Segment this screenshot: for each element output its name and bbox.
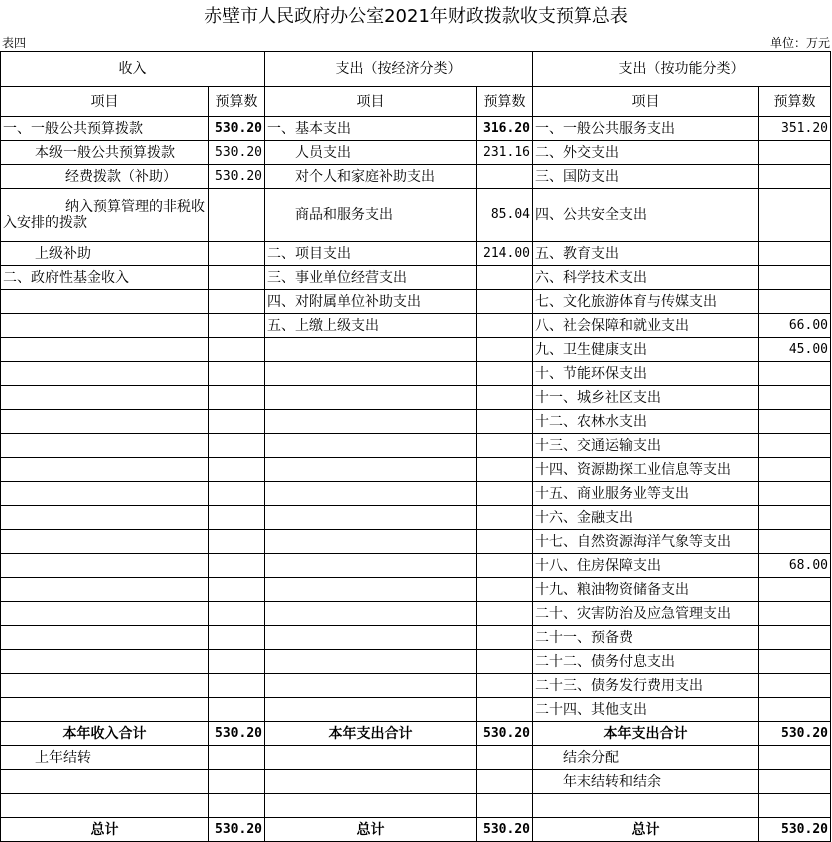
func-item: 二十、灾害防治及应急管理支出 bbox=[533, 602, 759, 626]
func-item: 十七、自然资源海洋气象等支出 bbox=[533, 530, 759, 554]
income-item bbox=[1, 626, 209, 650]
func-amount bbox=[759, 141, 831, 165]
econ-amount bbox=[477, 770, 533, 794]
econ-amount bbox=[477, 626, 533, 650]
table-row bbox=[1, 117, 831, 141]
econ-item bbox=[265, 794, 477, 818]
func-item: 十、节能环保支出 bbox=[533, 362, 759, 386]
econ-amount bbox=[477, 165, 533, 189]
grand-total-econ: 530.20 bbox=[477, 818, 533, 842]
grand-total-row bbox=[1, 818, 831, 842]
econ-item bbox=[265, 698, 477, 722]
table-row bbox=[1, 482, 831, 506]
func-expense-header: 支出（按功能分类） bbox=[533, 52, 831, 87]
func-item: 七、文化旅游体育与传媒支出 bbox=[533, 290, 759, 314]
year-end-carry-amount bbox=[759, 770, 831, 794]
econ-item bbox=[265, 362, 477, 386]
func-amount bbox=[759, 386, 831, 410]
econ-amount bbox=[477, 698, 533, 722]
econ-amount: 85.04 bbox=[477, 189, 533, 242]
income-amount bbox=[209, 266, 265, 290]
income-amount bbox=[209, 578, 265, 602]
income-item: 本级一般公共预算拨款 bbox=[1, 141, 209, 165]
table-row bbox=[1, 362, 831, 386]
carry-row bbox=[1, 746, 831, 770]
func-item: 十二、农林水支出 bbox=[533, 410, 759, 434]
income-amount bbox=[209, 434, 265, 458]
econ-amount bbox=[477, 458, 533, 482]
income-total-label: 本年收入合计 bbox=[1, 722, 209, 746]
func-item: 四、公共安全支出 bbox=[533, 189, 759, 242]
func-item: 十六、金融支出 bbox=[533, 506, 759, 530]
econ-expense-header: 支出（按经济分类） bbox=[265, 52, 533, 87]
income-amount bbox=[209, 338, 265, 362]
econ-item bbox=[265, 410, 477, 434]
func-item: 一、一般公共服务支出 bbox=[533, 117, 759, 141]
year-total-row bbox=[1, 722, 831, 746]
func-amount: 351.20 bbox=[759, 117, 831, 141]
income-item bbox=[1, 482, 209, 506]
econ-item bbox=[265, 338, 477, 362]
func-amount bbox=[759, 410, 831, 434]
func-item: 二、外交支出 bbox=[533, 141, 759, 165]
income-amount bbox=[209, 189, 265, 242]
col-budget-header: 预算数 bbox=[477, 87, 533, 117]
income-amount bbox=[209, 506, 265, 530]
unit-label: 单位：万元 bbox=[769, 36, 830, 50]
econ-item: 对个人和家庭补助支出 bbox=[265, 165, 477, 189]
func-item bbox=[533, 794, 759, 818]
econ-item: 二、项目支出 bbox=[265, 242, 477, 266]
econ-amount bbox=[477, 266, 533, 290]
func-item: 十三、交通运输支出 bbox=[533, 434, 759, 458]
grand-total-income: 530.20 bbox=[209, 818, 265, 842]
prev-year-carry-label: 上年结转 bbox=[1, 746, 209, 770]
table-row bbox=[1, 674, 831, 698]
func-amount bbox=[759, 578, 831, 602]
grand-total-label: 总计 bbox=[265, 818, 477, 842]
func-item: 十五、商业服务业等支出 bbox=[533, 482, 759, 506]
econ-amount bbox=[477, 578, 533, 602]
econ-amount bbox=[477, 482, 533, 506]
prev-year-carry-amount bbox=[209, 746, 265, 770]
income-amount bbox=[209, 530, 265, 554]
carry-row bbox=[1, 770, 831, 794]
income-item bbox=[1, 770, 209, 794]
econ-amount bbox=[477, 746, 533, 770]
income-item bbox=[1, 290, 209, 314]
surplus-distribution-label: 结余分配 bbox=[533, 746, 759, 770]
econ-item: 三、事业单位经营支出 bbox=[265, 266, 477, 290]
table-row bbox=[1, 626, 831, 650]
table-row bbox=[1, 386, 831, 410]
econ-amount bbox=[477, 506, 533, 530]
table-row bbox=[1, 578, 831, 602]
col-item-header: 项目 bbox=[533, 87, 759, 117]
grand-total-label: 总计 bbox=[533, 818, 759, 842]
income-item bbox=[1, 362, 209, 386]
income-amount bbox=[209, 626, 265, 650]
income-amount bbox=[209, 554, 265, 578]
func-amount bbox=[759, 242, 831, 266]
income-amount bbox=[209, 458, 265, 482]
income-item bbox=[1, 506, 209, 530]
econ-amount bbox=[477, 650, 533, 674]
income-amount bbox=[209, 362, 265, 386]
func-item: 十一、城乡社区支出 bbox=[533, 386, 759, 410]
econ-total-amount: 530.20 bbox=[477, 722, 533, 746]
econ-item: 一、基本支出 bbox=[265, 117, 477, 141]
income-item bbox=[1, 314, 209, 338]
func-amount bbox=[759, 674, 831, 698]
econ-item bbox=[265, 770, 477, 794]
econ-amount bbox=[477, 410, 533, 434]
func-amount bbox=[759, 458, 831, 482]
func-item: 五、教育支出 bbox=[533, 242, 759, 266]
income-item: 二、政府性基金收入 bbox=[1, 266, 209, 290]
income-amount: 530.20 bbox=[209, 165, 265, 189]
income-amount bbox=[209, 794, 265, 818]
econ-item bbox=[265, 530, 477, 554]
income-amount bbox=[209, 410, 265, 434]
func-item: 十八、住房保障支出 bbox=[533, 554, 759, 578]
income-item bbox=[1, 386, 209, 410]
func-amount bbox=[759, 650, 831, 674]
income-item bbox=[1, 410, 209, 434]
income-item bbox=[1, 650, 209, 674]
col-item-header: 项目 bbox=[1, 87, 209, 117]
econ-item bbox=[265, 674, 477, 698]
func-item: 八、社会保障和就业支出 bbox=[533, 314, 759, 338]
econ-amount bbox=[477, 434, 533, 458]
income-item: 纳入预算管理的非税收入安排的拨款 bbox=[1, 189, 209, 242]
income-item: 经费拨款（补助） bbox=[1, 165, 209, 189]
econ-item bbox=[265, 554, 477, 578]
table-row bbox=[1, 506, 831, 530]
table-row bbox=[1, 314, 831, 338]
income-amount: 530.20 bbox=[209, 117, 265, 141]
func-item: 二十二、债务付息支出 bbox=[533, 650, 759, 674]
func-item: 十九、粮油物资储备支出 bbox=[533, 578, 759, 602]
income-item bbox=[1, 554, 209, 578]
year-end-carry-label: 年末结转和结余 bbox=[533, 770, 759, 794]
table-row bbox=[1, 266, 831, 290]
func-amount bbox=[759, 602, 831, 626]
econ-item bbox=[265, 602, 477, 626]
table-row bbox=[1, 141, 831, 165]
func-item: 二十三、债务发行费用支出 bbox=[533, 674, 759, 698]
income-item bbox=[1, 578, 209, 602]
econ-amount bbox=[477, 794, 533, 818]
econ-amount bbox=[477, 674, 533, 698]
table-row bbox=[1, 458, 831, 482]
func-amount: 68.00 bbox=[759, 554, 831, 578]
income-amount bbox=[209, 242, 265, 266]
econ-amount bbox=[477, 290, 533, 314]
econ-item bbox=[265, 506, 477, 530]
econ-item: 商品和服务支出 bbox=[265, 189, 477, 242]
blank-row bbox=[1, 794, 831, 818]
income-item bbox=[1, 530, 209, 554]
econ-item bbox=[265, 650, 477, 674]
econ-item: 四、对附属单位补助支出 bbox=[265, 290, 477, 314]
table-row bbox=[1, 242, 831, 266]
col-budget-header: 预算数 bbox=[759, 87, 831, 117]
table-row bbox=[1, 602, 831, 626]
income-item bbox=[1, 794, 209, 818]
income-amount bbox=[209, 602, 265, 626]
income-amount bbox=[209, 482, 265, 506]
income-item bbox=[1, 674, 209, 698]
econ-item bbox=[265, 746, 477, 770]
econ-amount bbox=[477, 386, 533, 410]
func-amount bbox=[759, 482, 831, 506]
func-amount bbox=[759, 266, 831, 290]
table-row bbox=[1, 290, 831, 314]
func-amount bbox=[759, 362, 831, 386]
econ-item bbox=[265, 482, 477, 506]
income-amount bbox=[209, 314, 265, 338]
func-amount: 45.00 bbox=[759, 338, 831, 362]
func-item: 九、卫生健康支出 bbox=[533, 338, 759, 362]
income-item bbox=[1, 338, 209, 362]
econ-amount bbox=[477, 362, 533, 386]
func-amount bbox=[759, 434, 831, 458]
econ-amount: 316.20 bbox=[477, 117, 533, 141]
func-amount bbox=[759, 698, 831, 722]
table-row bbox=[1, 189, 831, 242]
table-row bbox=[1, 165, 831, 189]
func-total-amount: 530.20 bbox=[759, 722, 831, 746]
func-item: 二十一、预备费 bbox=[533, 626, 759, 650]
surplus-distribution-amount bbox=[759, 746, 831, 770]
header-row-groups bbox=[1, 52, 831, 87]
func-item: 二十四、其他支出 bbox=[533, 698, 759, 722]
income-item: 上级补助 bbox=[1, 242, 209, 266]
econ-amount bbox=[477, 554, 533, 578]
table-row bbox=[1, 554, 831, 578]
econ-amount bbox=[477, 338, 533, 362]
grand-total-label: 总计 bbox=[1, 818, 209, 842]
table-row bbox=[1, 434, 831, 458]
econ-total-label: 本年支出合计 bbox=[265, 722, 477, 746]
econ-item: 人员支出 bbox=[265, 141, 477, 165]
func-amount bbox=[759, 290, 831, 314]
income-item bbox=[1, 698, 209, 722]
budget-table bbox=[0, 51, 831, 842]
func-amount bbox=[759, 794, 831, 818]
income-amount bbox=[209, 650, 265, 674]
income-item: 一、一般公共预算拨款 bbox=[1, 117, 209, 141]
income-item bbox=[1, 458, 209, 482]
func-amount bbox=[759, 626, 831, 650]
econ-item bbox=[265, 458, 477, 482]
income-amount: 530.20 bbox=[209, 141, 265, 165]
econ-item bbox=[265, 578, 477, 602]
table-row bbox=[1, 698, 831, 722]
func-item: 十四、资源勘探工业信息等支出 bbox=[533, 458, 759, 482]
table-row bbox=[1, 338, 831, 362]
income-amount bbox=[209, 770, 265, 794]
income-total-amount: 530.20 bbox=[209, 722, 265, 746]
table-row bbox=[1, 410, 831, 434]
econ-amount: 231.16 bbox=[477, 141, 533, 165]
page-title: 赤壁市人民政府办公室2021年财政拨款收支预算总表 bbox=[204, 6, 628, 27]
func-total-label: 本年支出合计 bbox=[533, 722, 759, 746]
table-row bbox=[1, 530, 831, 554]
header-row-columns bbox=[1, 87, 831, 117]
econ-amount bbox=[477, 314, 533, 338]
econ-item bbox=[265, 434, 477, 458]
sheet-number: 表四 bbox=[2, 36, 27, 50]
income-item bbox=[1, 602, 209, 626]
col-budget-header: 预算数 bbox=[209, 87, 265, 117]
func-amount bbox=[759, 189, 831, 242]
func-item: 三、国防支出 bbox=[533, 165, 759, 189]
econ-item: 五、上缴上级支出 bbox=[265, 314, 477, 338]
table-row bbox=[1, 650, 831, 674]
income-amount bbox=[209, 386, 265, 410]
income-amount bbox=[209, 698, 265, 722]
econ-amount bbox=[477, 602, 533, 626]
econ-item bbox=[265, 626, 477, 650]
econ-item bbox=[265, 386, 477, 410]
func-amount: 66.00 bbox=[759, 314, 831, 338]
func-amount bbox=[759, 165, 831, 189]
func-amount bbox=[759, 530, 831, 554]
func-item: 六、科学技术支出 bbox=[533, 266, 759, 290]
income-item bbox=[1, 434, 209, 458]
col-item-header: 项目 bbox=[265, 87, 477, 117]
func-amount bbox=[759, 506, 831, 530]
grand-total-func: 530.20 bbox=[759, 818, 831, 842]
econ-amount bbox=[477, 530, 533, 554]
income-amount bbox=[209, 290, 265, 314]
income-header: 收入 bbox=[1, 52, 265, 87]
econ-amount: 214.00 bbox=[477, 242, 533, 266]
income-amount bbox=[209, 674, 265, 698]
